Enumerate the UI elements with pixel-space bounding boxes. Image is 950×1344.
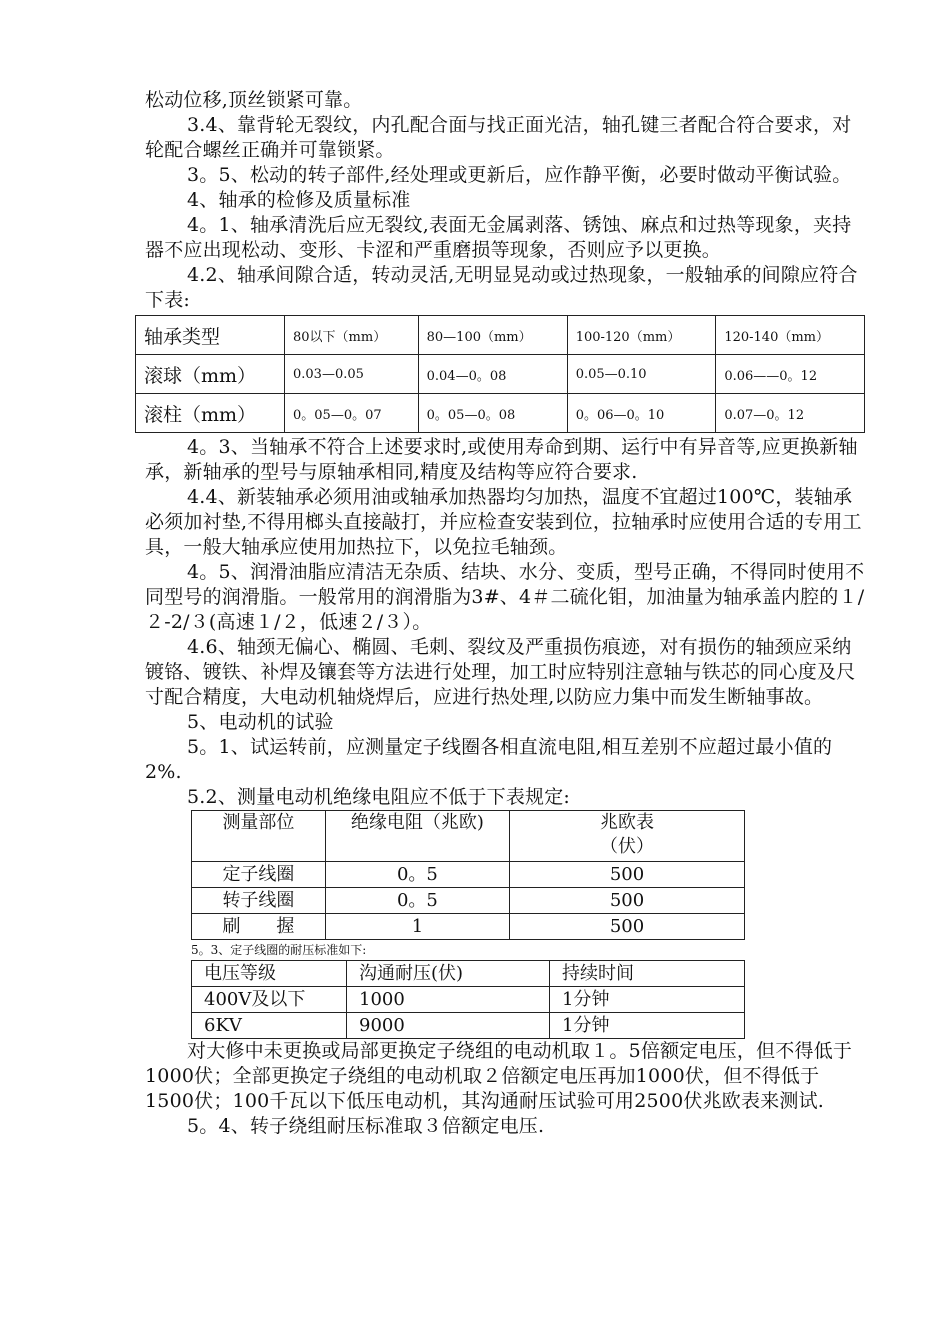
table-cell: 0.03—0.05 [285, 355, 419, 394]
withstand-voltage-table [191, 960, 745, 1039]
document-page [145, 88, 865, 1139]
table-cell: 0.07—0。12 [716, 394, 865, 433]
paragraph: 5。4、转子绕组耐压标准取３倍额定电压. [187, 1115, 545, 1137]
table-cell: 1分钟 [550, 1013, 745, 1039]
table-cell: 0.05—0.10 [567, 355, 716, 394]
paragraph: 4.2、轴承间隙合适，转动灵活,无明显晃动或过热现象，一般轴承的间隙应符合下表: [145, 264, 858, 311]
table-cell: 轴承类型 [136, 316, 285, 355]
table-cell: 500 [510, 914, 745, 940]
table-cell: 80以下（mm） [285, 316, 419, 355]
paragraph: 对大修中未更换或局部更换定子绕组的电动机取１。5倍额定电压，但不得低于1000伏；全部更换定子绕组的电动机取２倍额定电压再加1000伏，但不得低于1500伏；100千瓦以下低压电动机，其沟通耐压试验可用2500伏兆欧表来测试. [145, 1040, 853, 1112]
table-cell: 兆欧表（伏） [510, 811, 745, 862]
table-row [192, 1013, 745, 1039]
insulation-resistance-table [191, 810, 745, 940]
paragraph: 4。5、润滑油脂应清洁无杂质、结块、水分、变质，型号正确，不得同时使用不同型号的润滑脂。一般常用的润滑脂为3#、4＃二硫化钼，加油量为轴承盖内腔的１/２-2/３(高速１/２，低速２/３）。 [145, 561, 865, 633]
paragraph: 4.6、轴颈无偏心、椭圆、毛刺、裂纹及严重损伤痕迹，对有损伤的轴颈应采纳镀铬、镀铁、补焊及镶套等方法进行处理，加工时应特别注意轴与铁芯的同心度及尺寸配合精度，大电动机轴烧焊后，应进行热处理,以防应力集中而发生断轴事故。 [145, 636, 856, 708]
table-row [192, 862, 745, 888]
table-row [136, 355, 865, 394]
table-row [192, 987, 745, 1013]
table-cell: 0。05—0。07 [285, 394, 419, 433]
table-cell: 400V及以下 [192, 987, 347, 1013]
table-cell: 1000 [347, 987, 550, 1013]
table-cell: 100-120（mm） [567, 316, 716, 355]
table-row [192, 888, 745, 914]
table-cell: 0。06—0。10 [567, 394, 716, 433]
paragraph: 3。5、松动的转子部件,经处理或更新后，应作静平衡，必要时做动平衡试验。 [187, 164, 852, 186]
table-cell: 9000 [347, 1013, 550, 1039]
table-row [192, 961, 745, 987]
table-cell: 500 [510, 888, 745, 914]
table-caption: 5。3、定子线圈的耐压标准如下: [191, 943, 367, 957]
table-row [136, 316, 865, 355]
table-cell: 6KV [192, 1013, 347, 1039]
table-cell: 0.06——0。12 [716, 355, 865, 394]
table-cell: 持续时间 [550, 961, 745, 987]
table-cell: 120-140（mm） [716, 316, 865, 355]
paragraph: 4。3、当轴承不符合上述要求时,或使用寿命到期、运行中有异音等,应更换新轴承，新轴承的型号与原轴承相同,精度及结构等应符合要求. [145, 436, 858, 483]
table-cell: 定子线圈 [192, 862, 326, 888]
table-cell: 滚柱（mm） [136, 394, 285, 433]
paragraph: 5。1、试运转前，应测量定子线圈各相直流电阻,相互差别不应超过最小值的2%. [145, 736, 833, 783]
bearing-clearance-table [135, 315, 865, 433]
table-cell: 1分钟 [550, 987, 745, 1013]
paragraph: 4.4、新装轴承必须用油或轴承加热器均匀加热，温度不宜超过100℃，装轴承必须加衬垫,不得用榔头直接敲打，并应检查安装到位，拉轴承时应使用合适的专用工具，一般大轴承应使用加热拉下，以免拉毛轴颈。 [145, 486, 862, 558]
table-cell: 1 [325, 914, 509, 940]
table-cell: 0.04—0。08 [418, 355, 567, 394]
table-cell: 80—100（mm） [418, 316, 567, 355]
table-cell: 电压等级 [192, 961, 347, 987]
table-cell: 测量部位 [192, 811, 326, 862]
table-cell: 沟通耐压(伏) [347, 961, 550, 987]
table-cell: 0。5 [325, 862, 509, 888]
table-row [136, 394, 865, 433]
paragraph: 松动位移,顶丝锁紧可靠。 [145, 89, 363, 111]
table-row [192, 914, 745, 940]
paragraph: 4。1、轴承清洗后应无裂纹,表面无金属剥落、锈蚀、麻点和过热等现象，夹持器不应出现松动、变形、卡涩和严重磨损等现象，否则应予以更换。 [145, 214, 852, 261]
table-cell: 滚球（mm） [136, 355, 285, 394]
table-cell: 转子线圈 [192, 888, 326, 914]
section-heading: 4、轴承的检修及质量标准 [187, 189, 411, 211]
table-cell: 0。05—0。08 [418, 394, 567, 433]
table-row [192, 811, 745, 862]
paragraph: 3.4、靠背轮无裂纹，内孔配合面与找正面光洁，轴孔键三者配合符合要求，对轮配合螺丝正确并可靠锁紧。 [145, 114, 852, 161]
section-heading: 5、电动机的试验 [187, 711, 334, 733]
table-cell: 500 [510, 862, 745, 888]
paragraph: 5.2、测量电动机绝缘电阻应不低于下表规定: [187, 786, 571, 808]
table-cell: 绝缘电阻（兆欧) [325, 811, 509, 862]
table-cell: 0。5 [325, 888, 509, 914]
table-cell: 刷 握 [192, 914, 326, 940]
